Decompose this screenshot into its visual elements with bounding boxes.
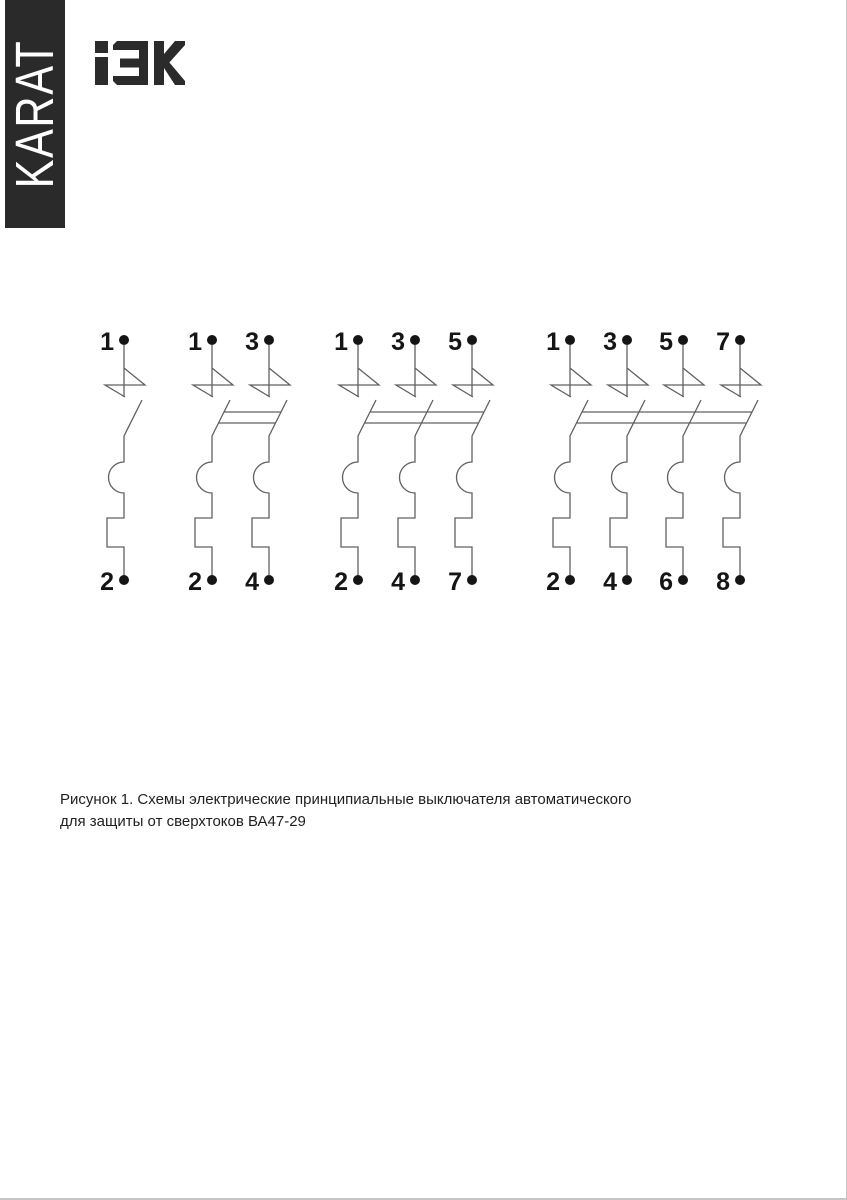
pole-circuit-path (250, 345, 290, 576)
terminal-dot-bottom (678, 575, 688, 585)
terminal-dot-bottom (410, 575, 420, 585)
terminal-label-top: 3 (391, 328, 405, 356)
terminal-label-bottom: 2 (334, 568, 348, 596)
pole-circuit-path (193, 345, 233, 576)
terminal-dot-top (565, 335, 575, 345)
terminal-label-bottom: 4 (391, 568, 405, 596)
terminal-dot-bottom (353, 575, 363, 585)
pole-circuit-path (608, 345, 648, 576)
terminal-dot-bottom (735, 575, 745, 585)
terminal-dot-top (622, 335, 632, 345)
terminal-label-top: 3 (245, 328, 259, 356)
terminal-dot-top (410, 335, 420, 345)
terminal-dot-bottom (467, 575, 477, 585)
figure-caption-line2: для защиты от сверхтоков ВА47-29 (60, 813, 306, 830)
terminal-label-top: 5 (448, 328, 462, 356)
pole-circuit-path (551, 345, 591, 576)
terminal-label-top: 1 (334, 328, 348, 356)
terminal-dot-top (119, 335, 129, 345)
terminal-dot-bottom (207, 575, 217, 585)
figure-caption-line1: Рисунок 1. Схемы электрические принципиальные выключателя автоматического (60, 791, 632, 808)
terminal-dot-top (735, 335, 745, 345)
terminal-dot-top (353, 335, 363, 345)
terminal-label-bottom: 2 (546, 568, 560, 596)
pole-circuit-path (664, 345, 704, 576)
pole-circuit-path (396, 345, 436, 576)
diagram-3-pole (334, 328, 493, 596)
pole-circuit-path (453, 345, 493, 576)
terminal-label-bottom: 8 (716, 568, 730, 596)
terminal-label-bottom: 4 (245, 568, 259, 596)
pole-circuit-path (721, 345, 761, 576)
terminal-label-top: 5 (659, 328, 673, 356)
terminal-dot-top (207, 335, 217, 345)
diagram-2-pole (188, 328, 290, 596)
terminal-label-bottom: 7 (448, 568, 462, 596)
terminal-dot-bottom (622, 575, 632, 585)
terminal-dot-top (264, 335, 274, 345)
terminal-label-top: 7 (716, 328, 730, 356)
terminal-label-bottom: 2 (188, 568, 202, 596)
terminal-label-bottom: 2 (100, 568, 114, 596)
pole-circuit-path (339, 345, 379, 576)
terminal-dot-bottom (264, 575, 274, 585)
terminal-dot-top (467, 335, 477, 345)
figure-caption (60, 789, 632, 833)
terminal-dot-bottom (565, 575, 575, 585)
pole-circuit-path (105, 345, 145, 576)
terminal-dot-top (678, 335, 688, 345)
terminal-dot-bottom (119, 575, 129, 585)
terminal-label-bottom: 6 (659, 568, 673, 596)
terminal-label-top: 1 (188, 328, 202, 356)
terminal-label-top: 1 (100, 328, 114, 356)
diagram-1-pole (100, 328, 145, 596)
terminal-label-top: 3 (603, 328, 617, 356)
diagram-4-pole (546, 328, 761, 596)
karat-banner-label: KARAT (5, 39, 65, 189)
terminal-label-bottom: 4 (603, 568, 617, 596)
terminal-label-top: 1 (546, 328, 560, 356)
